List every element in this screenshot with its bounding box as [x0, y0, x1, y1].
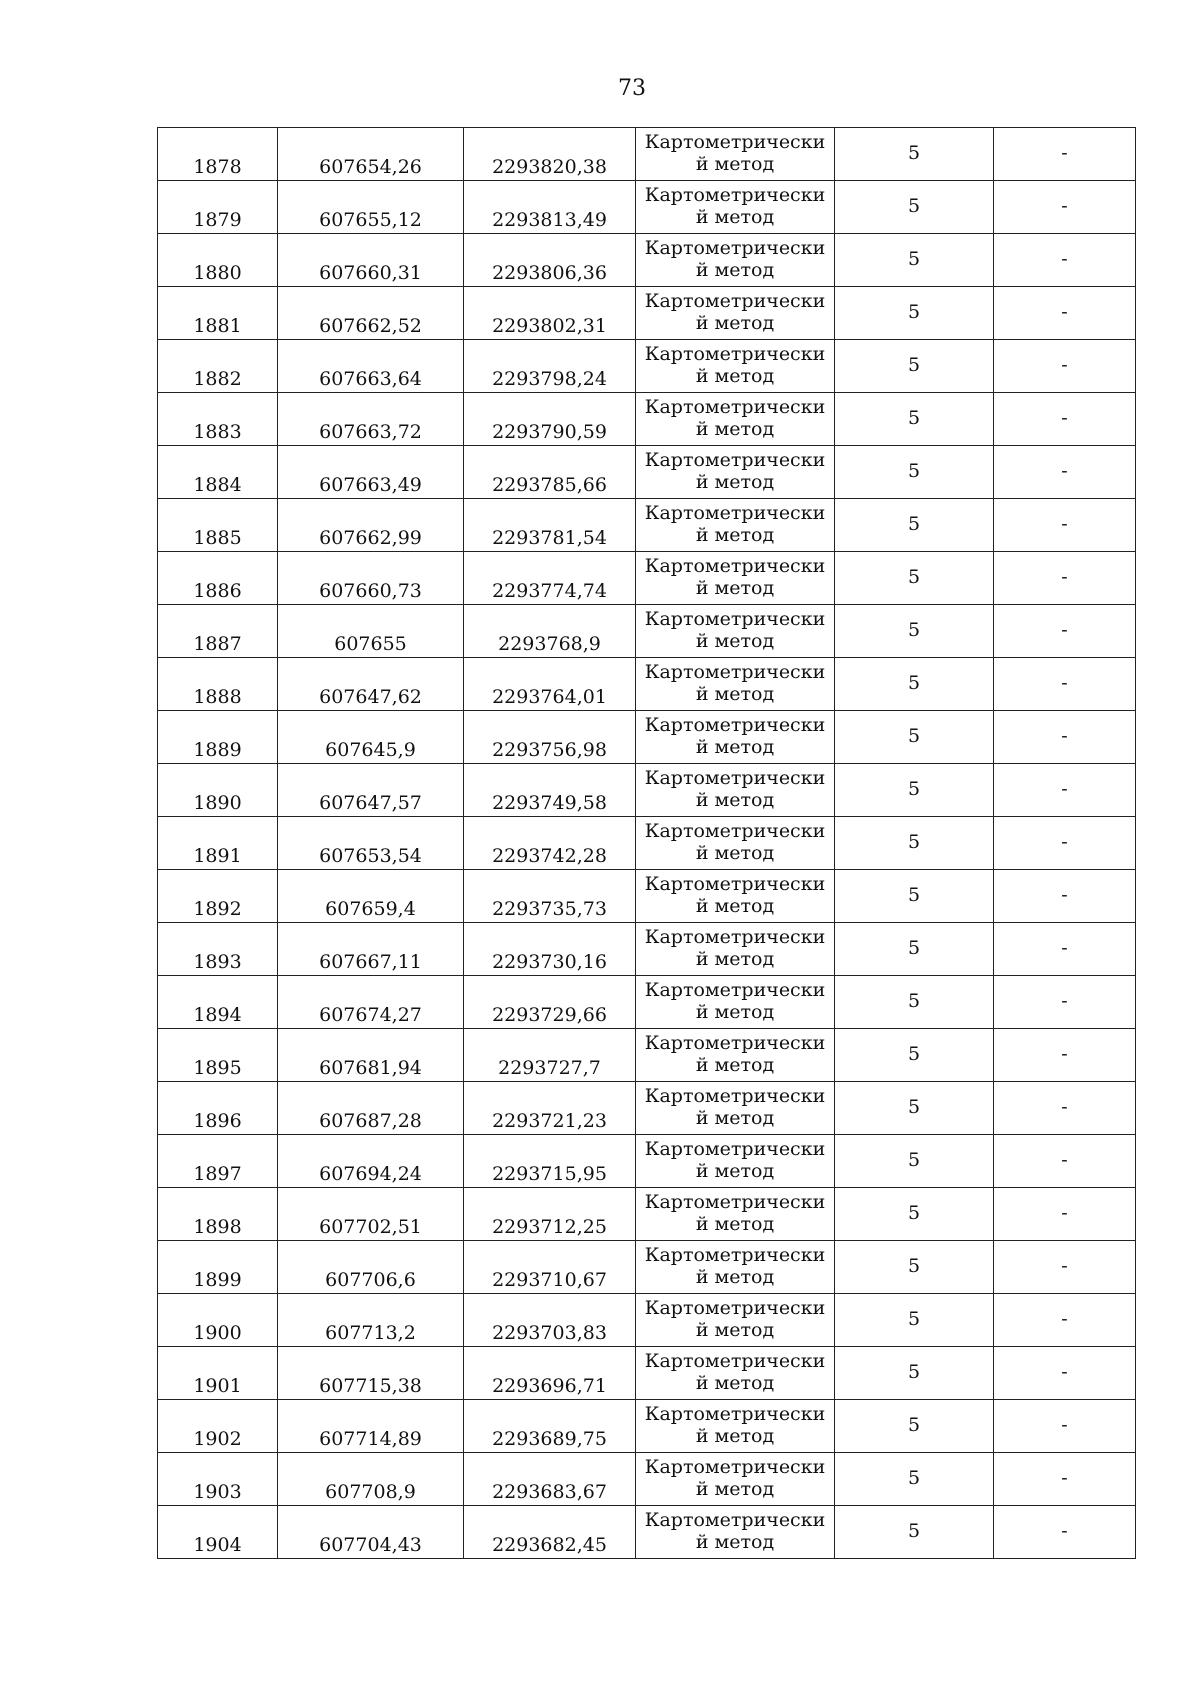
- method-cell: [636, 234, 835, 287]
- y-coordinate-cell: 2293735,73: [464, 870, 636, 923]
- table-row: [158, 287, 1136, 340]
- point-number-cell: 1878: [158, 128, 278, 181]
- method-text-line-1: Картометрически: [644, 131, 826, 154]
- accuracy-cell: 5: [835, 128, 994, 181]
- y-coordinate-cell: 2293696,71: [464, 1347, 636, 1400]
- note-cell: -: [994, 711, 1136, 764]
- x-coordinate-cell: 607647,62: [278, 658, 464, 711]
- x-coordinate-cell: 607681,94: [278, 1029, 464, 1082]
- table-row: [158, 711, 1136, 764]
- method-text-line-2: й метод: [695, 1213, 775, 1235]
- accuracy-cell: 5: [835, 181, 994, 234]
- accuracy-cell: 5: [835, 1294, 994, 1347]
- point-number-cell: 1903: [158, 1453, 278, 1506]
- point-number-cell: 1887: [158, 605, 278, 658]
- table-body: [158, 128, 1136, 1559]
- method-cell: [636, 658, 835, 711]
- method-text-line-1: Картометрически: [644, 343, 826, 366]
- x-coordinate-cell: 607708,9: [278, 1453, 464, 1506]
- accuracy-cell: 5: [835, 499, 994, 552]
- y-coordinate-cell: 2293727,7: [464, 1029, 636, 1082]
- note-cell: -: [994, 1294, 1136, 1347]
- x-coordinate-cell: 607647,57: [278, 764, 464, 817]
- note-cell: -: [994, 870, 1136, 923]
- y-coordinate-cell: 2293721,23: [464, 1082, 636, 1135]
- y-coordinate-cell: 2293774,74: [464, 552, 636, 605]
- table-row: [158, 1188, 1136, 1241]
- note-cell: -: [994, 764, 1136, 817]
- x-coordinate-cell: 607660,73: [278, 552, 464, 605]
- point-number-cell: 1899: [158, 1241, 278, 1294]
- method-text-line-1: Картометрически: [644, 1032, 826, 1055]
- point-number-cell: 1902: [158, 1400, 278, 1453]
- note-cell: -: [994, 976, 1136, 1029]
- method-text-line-1: Картометрически: [644, 1297, 826, 1320]
- method-cell: [636, 1453, 835, 1506]
- method-text-line-2: й метод: [695, 153, 775, 175]
- accuracy-cell: 5: [835, 552, 994, 605]
- accuracy-cell: 5: [835, 817, 994, 870]
- method-cell: [636, 340, 835, 393]
- method-text-line-2: й метод: [695, 365, 775, 387]
- point-number-cell: 1882: [158, 340, 278, 393]
- table-row: [158, 658, 1136, 711]
- table-row: [158, 446, 1136, 499]
- table-row: [158, 1029, 1136, 1082]
- method-cell: [636, 1241, 835, 1294]
- point-number-cell: 1897: [158, 1135, 278, 1188]
- method-text-line-1: Картометрически: [644, 873, 826, 896]
- note-cell: -: [994, 1082, 1136, 1135]
- method-text-line-2: й метод: [695, 1001, 775, 1023]
- table-row: [158, 605, 1136, 658]
- note-cell: -: [994, 1135, 1136, 1188]
- method-text-line-1: Картометрически: [644, 184, 826, 207]
- x-coordinate-cell: 607663,49: [278, 446, 464, 499]
- method-text-line-1: Картометрически: [644, 608, 826, 631]
- x-coordinate-cell: 607655,12: [278, 181, 464, 234]
- method-text-line-1: Картометрически: [644, 1244, 826, 1267]
- table-row: [158, 1294, 1136, 1347]
- method-text-line-2: й метод: [695, 1531, 775, 1553]
- note-cell: -: [994, 1241, 1136, 1294]
- y-coordinate-cell: 2293749,58: [464, 764, 636, 817]
- table-row: [158, 393, 1136, 446]
- note-cell: -: [994, 1188, 1136, 1241]
- note-cell: -: [994, 287, 1136, 340]
- y-coordinate-cell: 2293781,54: [464, 499, 636, 552]
- y-coordinate-cell: 2293798,24: [464, 340, 636, 393]
- x-coordinate-cell: 607667,11: [278, 923, 464, 976]
- method-text-line-1: Картометрически: [644, 449, 826, 472]
- table-row: [158, 552, 1136, 605]
- y-coordinate-cell: 2293790,59: [464, 393, 636, 446]
- y-coordinate-cell: 2293802,31: [464, 287, 636, 340]
- x-coordinate-cell: 607653,54: [278, 817, 464, 870]
- accuracy-cell: 5: [835, 1400, 994, 1453]
- note-cell: -: [994, 1029, 1136, 1082]
- x-coordinate-cell: 607660,31: [278, 234, 464, 287]
- method-text-line-2: й метод: [695, 630, 775, 652]
- accuracy-cell: 5: [835, 711, 994, 764]
- note-cell: -: [994, 499, 1136, 552]
- note-cell: -: [994, 393, 1136, 446]
- point-number-cell: 1885: [158, 499, 278, 552]
- accuracy-cell: 5: [835, 234, 994, 287]
- method-cell: [636, 976, 835, 1029]
- accuracy-cell: 5: [835, 287, 994, 340]
- accuracy-cell: 5: [835, 870, 994, 923]
- x-coordinate-cell: 607662,52: [278, 287, 464, 340]
- method-text-line-1: Картометрически: [644, 290, 826, 313]
- method-text-line-1: Картометрически: [644, 767, 826, 790]
- method-text-line-2: й метод: [695, 895, 775, 917]
- method-text-line-1: Картометрически: [644, 714, 826, 737]
- method-text-line-1: Картометрически: [644, 1085, 826, 1108]
- x-coordinate-cell: 607654,26: [278, 128, 464, 181]
- method-cell: [636, 128, 835, 181]
- page-number: 73: [618, 76, 646, 101]
- y-coordinate-cell: 2293730,16: [464, 923, 636, 976]
- coordinates-table: [157, 127, 1136, 1559]
- point-number-cell: 1888: [158, 658, 278, 711]
- x-coordinate-cell: 607713,2: [278, 1294, 464, 1347]
- method-cell: [636, 605, 835, 658]
- point-number-cell: 1886: [158, 552, 278, 605]
- method-cell: [636, 446, 835, 499]
- method-cell: [636, 393, 835, 446]
- method-text-line-1: Картометрически: [644, 1456, 826, 1479]
- y-coordinate-cell: 2293689,75: [464, 1400, 636, 1453]
- accuracy-cell: 5: [835, 923, 994, 976]
- point-number-cell: 1881: [158, 287, 278, 340]
- point-number-cell: 1891: [158, 817, 278, 870]
- method-text-line-1: Картометрически: [644, 979, 826, 1002]
- method-cell: [636, 711, 835, 764]
- table-row: [158, 870, 1136, 923]
- note-cell: -: [994, 446, 1136, 499]
- point-number-cell: 1900: [158, 1294, 278, 1347]
- y-coordinate-cell: 2293764,01: [464, 658, 636, 711]
- x-coordinate-cell: 607706,6: [278, 1241, 464, 1294]
- method-text-line-2: й метод: [695, 471, 775, 493]
- method-cell: [636, 817, 835, 870]
- method-cell: [636, 1347, 835, 1400]
- y-coordinate-cell: 2293729,66: [464, 976, 636, 1029]
- method-cell: [636, 870, 835, 923]
- y-coordinate-cell: 2293710,67: [464, 1241, 636, 1294]
- x-coordinate-cell: 607662,99: [278, 499, 464, 552]
- method-cell: [636, 287, 835, 340]
- point-number-cell: 1883: [158, 393, 278, 446]
- method-text-line-2: й метод: [695, 1478, 775, 1500]
- method-text-line-1: Картометрически: [644, 555, 826, 578]
- y-coordinate-cell: 2293820,38: [464, 128, 636, 181]
- y-coordinate-cell: 2293756,98: [464, 711, 636, 764]
- y-coordinate-cell: 2293785,66: [464, 446, 636, 499]
- point-number-cell: 1889: [158, 711, 278, 764]
- method-text-line-2: й метод: [695, 206, 775, 228]
- method-cell: [636, 1135, 835, 1188]
- note-cell: -: [994, 817, 1136, 870]
- y-coordinate-cell: 2293683,67: [464, 1453, 636, 1506]
- x-coordinate-cell: 607645,9: [278, 711, 464, 764]
- method-text-line-1: Картометрически: [644, 1509, 826, 1532]
- point-number-cell: 1898: [158, 1188, 278, 1241]
- x-coordinate-cell: 607694,24: [278, 1135, 464, 1188]
- method-cell: [636, 923, 835, 976]
- method-cell: [636, 1188, 835, 1241]
- y-coordinate-cell: 2293806,36: [464, 234, 636, 287]
- note-cell: -: [994, 1400, 1136, 1453]
- method-cell: [636, 499, 835, 552]
- accuracy-cell: 5: [835, 393, 994, 446]
- point-number-cell: 1890: [158, 764, 278, 817]
- method-cell: [636, 764, 835, 817]
- method-text-line-2: й метод: [695, 842, 775, 864]
- point-number-cell: 1884: [158, 446, 278, 499]
- table-row: [158, 1506, 1136, 1559]
- note-cell: -: [994, 340, 1136, 393]
- x-coordinate-cell: 607702,51: [278, 1188, 464, 1241]
- table-row: [158, 817, 1136, 870]
- method-text-line-2: й метод: [695, 312, 775, 334]
- table-row: [158, 1453, 1136, 1506]
- method-cell: [636, 1400, 835, 1453]
- accuracy-cell: 5: [835, 1188, 994, 1241]
- y-coordinate-cell: 2293742,28: [464, 817, 636, 870]
- note-cell: -: [994, 923, 1136, 976]
- method-text-line-2: й метод: [695, 948, 775, 970]
- method-text-line-1: Картометрически: [644, 1350, 826, 1373]
- x-coordinate-cell: 607687,28: [278, 1082, 464, 1135]
- table-row: [158, 976, 1136, 1029]
- method-text-line-2: й метод: [695, 259, 775, 281]
- point-number-cell: 1901: [158, 1347, 278, 1400]
- y-coordinate-cell: 2293813,49: [464, 181, 636, 234]
- accuracy-cell: 5: [835, 764, 994, 817]
- note-cell: -: [994, 658, 1136, 711]
- table-row: [158, 181, 1136, 234]
- point-number-cell: 1895: [158, 1029, 278, 1082]
- note-cell: -: [994, 128, 1136, 181]
- accuracy-cell: 5: [835, 446, 994, 499]
- y-coordinate-cell: 2293703,83: [464, 1294, 636, 1347]
- table-row: [158, 234, 1136, 287]
- point-number-cell: 1892: [158, 870, 278, 923]
- y-coordinate-cell: 2293682,45: [464, 1506, 636, 1559]
- point-number-cell: 1893: [158, 923, 278, 976]
- method-text-line-1: Картометрически: [644, 1403, 826, 1426]
- point-number-cell: 1904: [158, 1506, 278, 1559]
- method-text-line-2: й метод: [695, 577, 775, 599]
- method-text-line-2: й метод: [695, 1372, 775, 1394]
- accuracy-cell: 5: [835, 1453, 994, 1506]
- x-coordinate-cell: 607663,72: [278, 393, 464, 446]
- table-row: [158, 128, 1136, 181]
- note-cell: -: [994, 1453, 1136, 1506]
- method-cell: [636, 1506, 835, 1559]
- accuracy-cell: 5: [835, 1082, 994, 1135]
- note-cell: -: [994, 181, 1136, 234]
- method-cell: [636, 1029, 835, 1082]
- method-text-line-1: Картометрически: [644, 926, 826, 949]
- accuracy-cell: 5: [835, 340, 994, 393]
- accuracy-cell: 5: [835, 1135, 994, 1188]
- table-row: [158, 923, 1136, 976]
- method-text-line-1: Картометрически: [644, 1138, 826, 1161]
- method-text-line-2: й метод: [695, 1425, 775, 1447]
- accuracy-cell: 5: [835, 976, 994, 1029]
- method-cell: [636, 552, 835, 605]
- method-text-line-1: Картометрически: [644, 661, 826, 684]
- table-row: [158, 1135, 1136, 1188]
- point-number-cell: 1894: [158, 976, 278, 1029]
- table-row: [158, 1347, 1136, 1400]
- accuracy-cell: 5: [835, 605, 994, 658]
- x-coordinate-cell: 607655: [278, 605, 464, 658]
- note-cell: -: [994, 1347, 1136, 1400]
- table-row: [158, 764, 1136, 817]
- accuracy-cell: 5: [835, 1347, 994, 1400]
- accuracy-cell: 5: [835, 658, 994, 711]
- note-cell: -: [994, 1506, 1136, 1559]
- x-coordinate-cell: 607704,43: [278, 1506, 464, 1559]
- note-cell: -: [994, 605, 1136, 658]
- method-text-line-2: й метод: [695, 1266, 775, 1288]
- accuracy-cell: 5: [835, 1506, 994, 1559]
- method-text-line-2: й метод: [695, 736, 775, 758]
- method-cell: [636, 1294, 835, 1347]
- method-text-line-2: й метод: [695, 1319, 775, 1341]
- method-cell: [636, 1082, 835, 1135]
- x-coordinate-cell: 607659,4: [278, 870, 464, 923]
- method-text-line-2: й метод: [695, 1054, 775, 1076]
- point-number-cell: 1879: [158, 181, 278, 234]
- table-row: [158, 1241, 1136, 1294]
- x-coordinate-cell: 607714,89: [278, 1400, 464, 1453]
- method-text-line-1: Картометрически: [644, 502, 826, 525]
- accuracy-cell: 5: [835, 1029, 994, 1082]
- method-text-line-2: й метод: [695, 1160, 775, 1182]
- y-coordinate-cell: 2293712,25: [464, 1188, 636, 1241]
- x-coordinate-cell: 607674,27: [278, 976, 464, 1029]
- table-row: [158, 499, 1136, 552]
- method-cell: [636, 181, 835, 234]
- method-text-line-2: й метод: [695, 683, 775, 705]
- method-text-line-2: й метод: [695, 1107, 775, 1129]
- method-text-line-1: Картометрически: [644, 820, 826, 843]
- method-text-line-2: й метод: [695, 418, 775, 440]
- point-number-cell: 1896: [158, 1082, 278, 1135]
- accuracy-cell: 5: [835, 1241, 994, 1294]
- method-text-line-1: Картометрически: [644, 1191, 826, 1214]
- x-coordinate-cell: 607663,64: [278, 340, 464, 393]
- table-row: [158, 340, 1136, 393]
- method-text-line-2: й метод: [695, 789, 775, 811]
- method-text-line-1: Картометрически: [644, 237, 826, 260]
- method-text-line-1: Картометрически: [644, 396, 826, 419]
- point-number-cell: 1880: [158, 234, 278, 287]
- x-coordinate-cell: 607715,38: [278, 1347, 464, 1400]
- y-coordinate-cell: 2293768,9: [464, 605, 636, 658]
- y-coordinate-cell: 2293715,95: [464, 1135, 636, 1188]
- method-text-line-2: й метод: [695, 524, 775, 546]
- table-row: [158, 1400, 1136, 1453]
- note-cell: -: [994, 234, 1136, 287]
- table-row: [158, 1082, 1136, 1135]
- note-cell: -: [994, 552, 1136, 605]
